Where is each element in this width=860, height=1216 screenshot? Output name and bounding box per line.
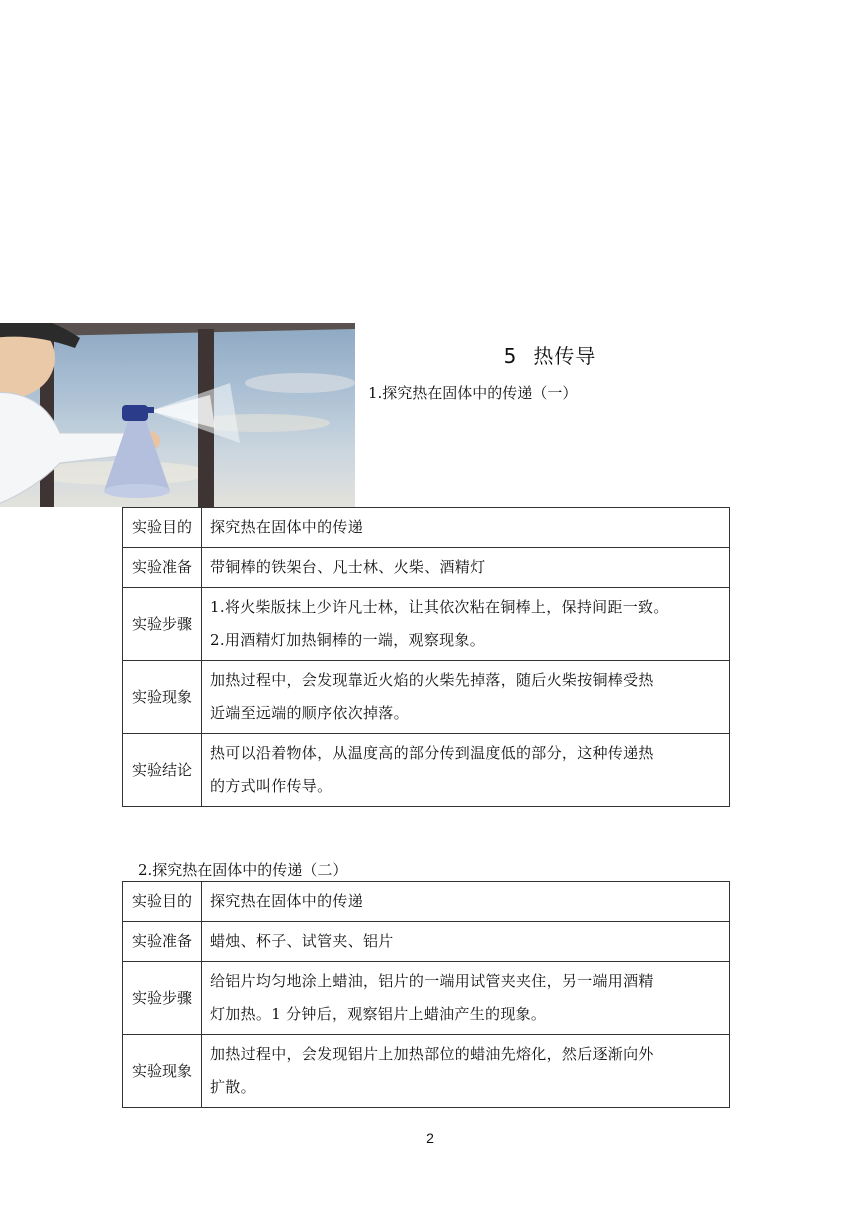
table-row — [123, 922, 730, 962]
row-value: 探究热在固体中的传递 — [202, 882, 730, 922]
row-value: 加热过程中，会发现铝片上加热部位的蜡油先熔化，然后逐渐向外 扩散。 — [202, 1035, 730, 1108]
row-value: 蜡烛、杯子、试管夹、铝片 — [202, 922, 730, 962]
row-value: 给铝片均匀地涂上蜡油，铝片的一端用试管夹夹住，另一端用酒精 灯加热。1 分钟后，观察铝片上蜡油产生的现象。 — [202, 962, 730, 1035]
row-label: 实验现象 — [123, 1035, 202, 1108]
table-row — [123, 962, 730, 1035]
table-row — [123, 548, 730, 588]
row-label: 实验步骤 — [123, 588, 202, 661]
chapter-title — [470, 340, 630, 369]
table-row — [123, 1035, 730, 1108]
row-label: 实验现象 — [123, 661, 202, 734]
row-label: 实验目的 — [123, 508, 202, 548]
experiment-table-1 — [122, 507, 730, 807]
table-row — [123, 882, 730, 922]
row-value: 带铜棒的铁架台、凡士林、火柴、酒精灯 — [202, 548, 730, 588]
row-value: 探究热在固体中的传递 — [202, 508, 730, 548]
row-label: 实验结论 — [123, 734, 202, 807]
row-label: 实验目的 — [123, 882, 202, 922]
chapter-name: 热传导 — [533, 344, 597, 368]
row-label: 实验准备 — [123, 922, 202, 962]
row-value: 1.将火柴版抹上少许凡士林，让其依次粘在铜棒上，保持间距一致。 2.用酒精灯加热铜棒的一端，观察现象。 — [202, 588, 730, 661]
chapter-number: 5 — [503, 344, 518, 368]
experiment-table-2 — [122, 881, 730, 1108]
table-row — [123, 508, 730, 548]
section1-title: 1.探究热在固体中的传递（一） — [368, 384, 578, 402]
row-label: 实验准备 — [123, 548, 202, 588]
row-value: 热可以沿着物体，从温度高的部分传到温度低的部分，这种传递热 的方式叫作传导。 — [202, 734, 730, 807]
table-row — [123, 734, 730, 807]
spray-bottle-illustration — [0, 323, 355, 507]
section2-title: 2.探究热在固体中的传递（二） — [138, 861, 348, 879]
page-number: 2 — [426, 1130, 434, 1146]
row-value: 加热过程中，会发现靠近火焰的火柴先掉落，随后火柴按铜棒受热 近端至远端的顺序依次掉落。 — [202, 661, 730, 734]
table-row — [123, 588, 730, 661]
spray-mist — [150, 383, 240, 443]
table-row — [123, 661, 730, 734]
row-label: 实验步骤 — [123, 962, 202, 1035]
